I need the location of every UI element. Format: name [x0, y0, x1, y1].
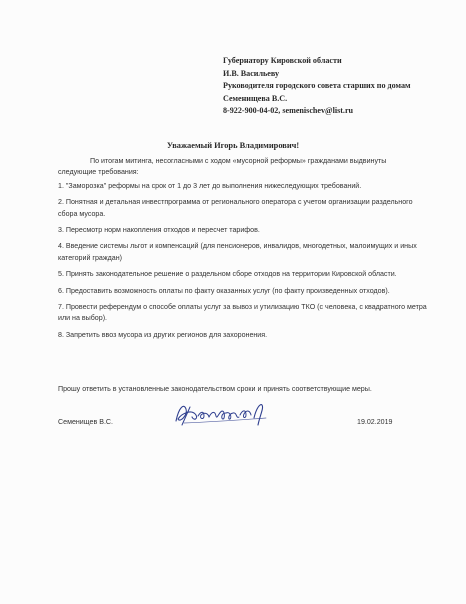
signature-icon — [170, 399, 278, 429]
sender-contacts: 8-922-900-04-02, semenischev@list.ru — [223, 106, 354, 116]
demand-item: 5. Принять законодательное решение о раздельном сборе отходов на территории Кировской области. — [58, 270, 397, 279]
addressee-block — [223, 55, 459, 118]
salutation: Уважаемый Игорь Владимирович! — [166, 141, 300, 150]
letter-date: 19.02.2019 — [357, 418, 393, 426]
closing-paragraph: Прошу ответить в установленные законодательством сроки и принять соответствующие меры. — [58, 385, 372, 393]
demand-item: 3. Пересмотр норм накопления отходов и пересчет тарифов. — [58, 226, 260, 235]
demand-item: 1. "Заморозка" реформы на срок от 1 до 3 лет до выполнения нижеследующих требований. — [58, 182, 362, 190]
author-name: Семенищев В.С. — [58, 418, 114, 426]
demand-item: 7. Провести референдум о способе оплаты услуг за вывоз и утилизацию ТКО (с человека, с квадратного метра или на выбор). — [58, 302, 427, 323]
demand-item: 2. Понятная и детальная инвестпрограмма от регионального оператора с учетом организации раздельного сбора мусора. — [58, 198, 413, 218]
intro-paragraph: По итогам митинга, несогласными с ходом «мусорной реформы» гражданами выдвинуты следующие требования: — [58, 157, 387, 176]
sender-name: Семенищева В.С. — [223, 93, 288, 103]
addressee-name: И.В. Васильеву — [223, 68, 280, 78]
addressee-governor: Губернатору Кировской области — [223, 56, 342, 65]
sender-title: Руководителя городского совета старших по домам — [223, 81, 411, 91]
demand-item: 8. Запретить ввоз мусора из других регионов для захоронения. — [58, 330, 268, 339]
demand-item: 4. Введение системы льгот и компенсаций (для пенсионеров, инвалидов, многодетных, малоимущих и иных категорий граждан) — [58, 242, 417, 262]
demands-list — [58, 181, 428, 346]
demand-item: 6. Предоставить возможность оплаты по факту оказанных услуг (по факту произведенных отходов). — [58, 286, 390, 295]
